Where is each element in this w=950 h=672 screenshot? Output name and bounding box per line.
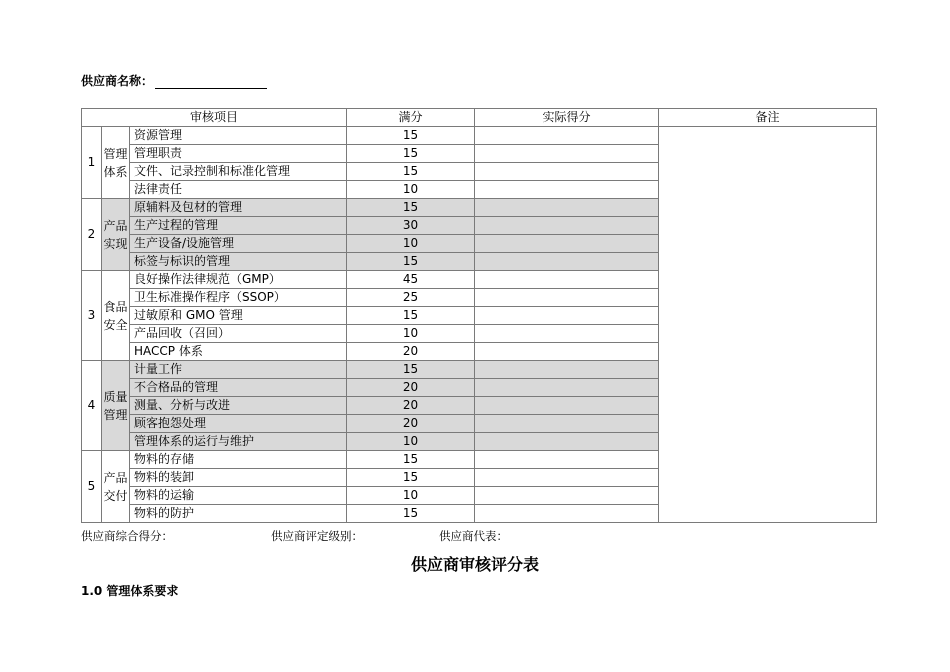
actual-score-cell[interactable]	[475, 145, 659, 163]
actual-score-cell[interactable]	[475, 307, 659, 325]
audit-item-name: 物料的防护	[130, 505, 347, 523]
full-score-cell: 20	[347, 343, 475, 361]
actual-score-cell[interactable]	[475, 415, 659, 433]
full-score-cell: 20	[347, 397, 475, 415]
group-category: 质量管理	[102, 361, 130, 451]
audit-item-name: 生产过程的管理	[130, 217, 347, 235]
actual-score-cell[interactable]	[475, 361, 659, 379]
section-heading: 1.0 管理体系要求	[81, 584, 179, 598]
actual-score-cell[interactable]	[475, 199, 659, 217]
full-score-cell: 15	[347, 307, 475, 325]
audit-item-name: 物料的存储	[130, 451, 347, 469]
group-category: 产品交付	[102, 451, 130, 523]
audit-item-name: 不合格品的管理	[130, 379, 347, 397]
audit-item-name: 管理体系的运行与维护	[130, 433, 347, 451]
actual-score-cell[interactable]	[475, 271, 659, 289]
group-number: 5	[82, 451, 102, 523]
total-score-label: 供应商综合得分：	[81, 529, 173, 543]
full-score-cell: 10	[347, 433, 475, 451]
grade-label: 供应商评定级别：	[271, 529, 363, 543]
table-header-row	[82, 109, 877, 127]
audit-item-name: 良好操作法律规范（GMP）	[130, 271, 347, 289]
audit-item-name: 计量工作	[130, 361, 347, 379]
actual-score-cell[interactable]	[475, 289, 659, 307]
actual-score-cell[interactable]	[475, 397, 659, 415]
actual-score-cell[interactable]	[475, 163, 659, 181]
audit-item-name: 产品回收（召回）	[130, 325, 347, 343]
actual-score-cell[interactable]	[475, 379, 659, 397]
group-number: 1	[82, 127, 102, 199]
audit-item-name: 生产设备/设施管理	[130, 235, 347, 253]
audit-item-name: 顾客抱怨处理	[130, 415, 347, 433]
actual-score-cell[interactable]	[475, 181, 659, 199]
audit-item-name: 文件、记录控制和标准化管理	[130, 163, 347, 181]
actual-score-cell[interactable]	[475, 505, 659, 523]
group-number: 4	[82, 361, 102, 451]
audit-table-body	[82, 127, 877, 523]
full-score-cell: 15	[347, 199, 475, 217]
full-score-cell: 15	[347, 127, 475, 145]
group-category: 食品安全	[102, 271, 130, 361]
audit-item-name: HACCP 体系	[130, 343, 347, 361]
full-score-cell: 10	[347, 325, 475, 343]
full-score-cell: 10	[347, 487, 475, 505]
full-score-cell: 15	[347, 361, 475, 379]
actual-score-cell[interactable]	[475, 469, 659, 487]
group-number: 3	[82, 271, 102, 361]
audit-item-name: 物料的装卸	[130, 469, 347, 487]
full-score-cell: 30	[347, 217, 475, 235]
full-score-cell: 15	[347, 469, 475, 487]
representative-label: 供应商代表：	[439, 529, 508, 543]
actual-score-cell[interactable]	[475, 451, 659, 469]
group-category: 产品实现	[102, 199, 130, 271]
group-number: 2	[82, 199, 102, 271]
full-score-cell: 15	[347, 451, 475, 469]
full-score-cell: 25	[347, 289, 475, 307]
actual-score-cell[interactable]	[475, 343, 659, 361]
actual-score-cell[interactable]	[475, 127, 659, 145]
full-score-cell: 10	[347, 181, 475, 199]
audit-item-name: 物料的运输	[130, 487, 347, 505]
full-score-cell: 10	[347, 235, 475, 253]
full-score-cell: 15	[347, 505, 475, 523]
table-row	[82, 127, 877, 145]
header-remarks: 备注	[659, 109, 877, 127]
actual-score-cell[interactable]	[475, 217, 659, 235]
full-score-cell: 45	[347, 271, 475, 289]
audit-item-name: 法律责任	[130, 181, 347, 199]
document-title: 供应商审核评分表	[410, 555, 539, 574]
audit-item-name: 原辅料及包材的管理	[130, 199, 347, 217]
signature-line	[81, 528, 508, 544]
actual-score-cell[interactable]	[475, 235, 659, 253]
audit-item-name: 管理职责	[130, 145, 347, 163]
group-category: 管理体系	[102, 127, 130, 199]
full-score-cell: 15	[347, 163, 475, 181]
actual-score-cell[interactable]	[475, 253, 659, 271]
audit-score-table	[81, 108, 877, 523]
actual-score-cell[interactable]	[475, 433, 659, 451]
audit-item-name: 过敏原和 GMO 管理	[130, 307, 347, 325]
audit-item-name: 测量、分析与改进	[130, 397, 347, 415]
audit-item-name: 标签与标识的管理	[130, 253, 347, 271]
supplier-name-blank[interactable]	[155, 74, 267, 89]
supplier-name-line	[81, 72, 267, 89]
full-score-cell: 15	[347, 253, 475, 271]
full-score-cell: 20	[347, 415, 475, 433]
full-score-cell: 20	[347, 379, 475, 397]
header-actual-score: 实际得分	[475, 109, 659, 127]
supplier-name-label: 供应商名称：	[81, 74, 154, 88]
header-full-score: 满分	[347, 109, 475, 127]
full-score-cell: 15	[347, 145, 475, 163]
actual-score-cell[interactable]	[475, 325, 659, 343]
audit-item-name: 卫生标准操作程序（SSOP）	[130, 289, 347, 307]
actual-score-cell[interactable]	[475, 487, 659, 505]
remarks-cell[interactable]	[659, 127, 877, 523]
audit-item-name: 资源管理	[130, 127, 347, 145]
header-audit-item: 审核项目	[82, 109, 347, 127]
